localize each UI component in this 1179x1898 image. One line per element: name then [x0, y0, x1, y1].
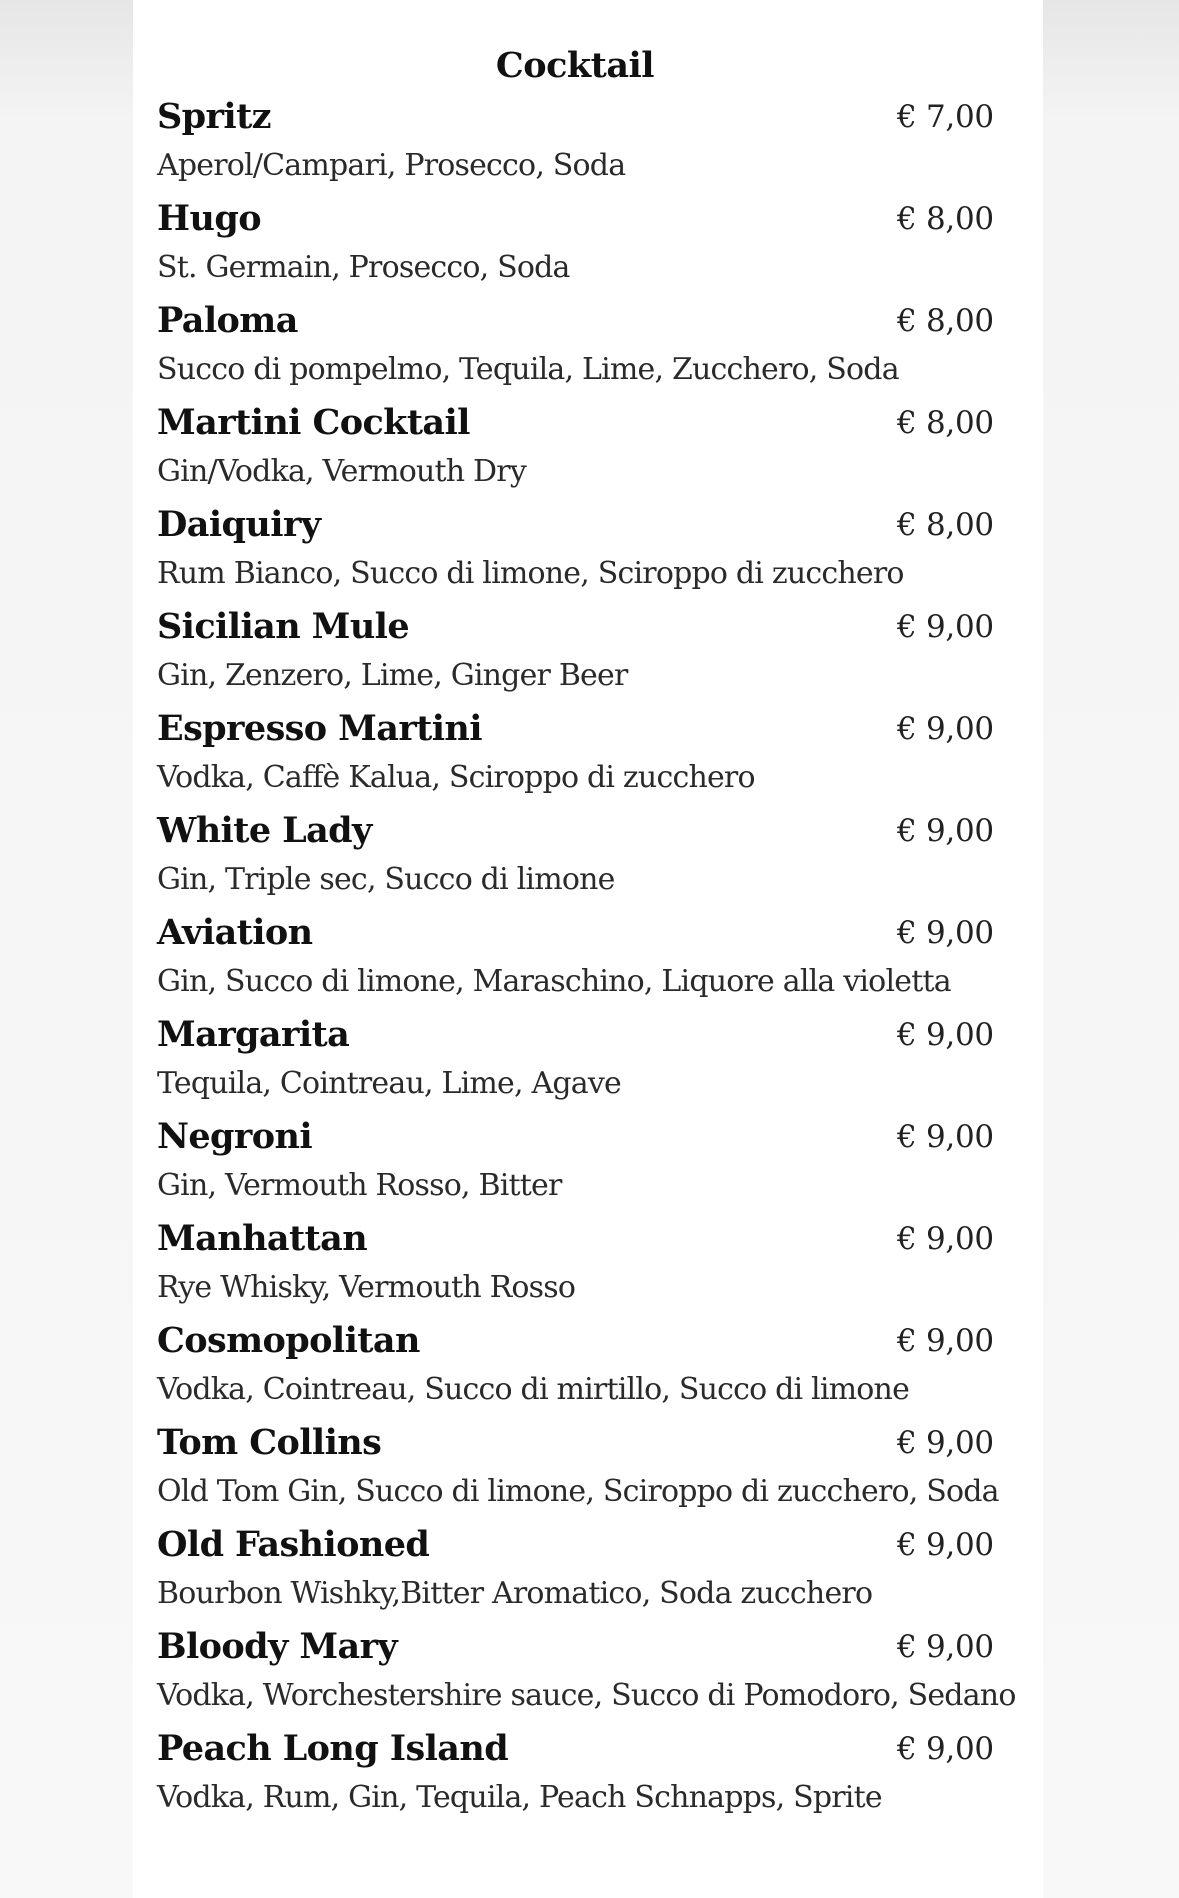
cocktail-name: Negroni — [157, 1116, 313, 1157]
cocktail-name: Martini Cocktail — [157, 402, 470, 443]
cocktail-price: € 9,00 — [897, 1017, 994, 1053]
cocktail-ingredients: Rum Bianco, Succo di limone, Sciroppo di zucchero — [157, 556, 904, 591]
menu-item — [157, 191, 1025, 293]
cocktail-ingredients: Vodka, Worchestershire sauce, Succo di Pomodoro, Sedano — [157, 1678, 1016, 1713]
menu-item — [157, 905, 1025, 1007]
cocktail-ingredients: Gin/Vodka, Vermouth Dry — [157, 454, 526, 489]
cocktail-name: Sicilian Mule — [157, 606, 410, 647]
cocktail-price: € 9,00 — [897, 915, 994, 951]
cocktail-price: € 9,00 — [897, 1221, 994, 1257]
cocktail-ingredients: Gin, Triple sec, Succo di limone — [157, 862, 615, 897]
cocktail-price: € 9,00 — [897, 1629, 994, 1665]
cocktail-ingredients: St. Germain, Prosecco, Soda — [157, 250, 570, 285]
menu-item — [157, 1415, 1025, 1517]
menu-item — [157, 1211, 1025, 1313]
cocktail-ingredients: Succo di pompelmo, Tequila, Lime, Zucchero, Soda — [157, 352, 899, 387]
cocktail-price: € 9,00 — [897, 1119, 994, 1155]
menu-item — [157, 497, 1025, 599]
cocktail-ingredients: Tequila, Cointreau, Lime, Agave — [157, 1066, 621, 1101]
menu-item — [157, 701, 1025, 803]
cocktail-price: € 9,00 — [897, 813, 994, 849]
cocktail-price: € 7,00 — [897, 99, 994, 135]
cocktail-ingredients: Bourbon Wishky,Bitter Aromatico, Soda zucchero — [157, 1576, 873, 1611]
cocktail-name: Bloody Mary — [157, 1626, 398, 1667]
menu-item — [157, 1721, 1025, 1823]
cocktail-list — [157, 89, 1025, 1823]
cocktail-ingredients: Aperol/Campari, Prosecco, Soda — [157, 148, 626, 183]
menu-item — [157, 599, 1025, 701]
cocktail-name: White Lady — [157, 810, 372, 851]
cocktail-price: € 9,00 — [897, 1731, 994, 1767]
cocktail-name: Paloma — [157, 300, 298, 341]
menu-item — [157, 293, 1025, 395]
menu-title: Cocktail — [495, 45, 655, 86]
menu-item — [157, 803, 1025, 905]
cocktail-name: Cosmopolitan — [157, 1320, 420, 1361]
cocktail-name: Peach Long Island — [157, 1728, 509, 1769]
cocktail-ingredients: Old Tom Gin, Succo di limone, Sciroppo di zucchero, Soda — [157, 1474, 999, 1509]
cocktail-ingredients: Vodka, Caffè Kalua, Sciroppo di zucchero — [157, 760, 755, 795]
menu-item — [157, 1007, 1025, 1109]
menu-item — [157, 1517, 1025, 1619]
cocktail-price: € 8,00 — [897, 405, 994, 441]
menu-item — [157, 1619, 1025, 1721]
cocktail-price: € 9,00 — [897, 609, 994, 645]
cocktail-price: € 8,00 — [897, 201, 994, 237]
menu-page — [133, 0, 1043, 1898]
menu-item — [157, 1313, 1025, 1415]
cocktail-name: Daiquiry — [157, 504, 321, 545]
cocktail-name: Tom Collins — [157, 1422, 382, 1463]
cocktail-ingredients: Rye Whisky, Vermouth Rosso — [157, 1270, 576, 1305]
cocktail-ingredients: Gin, Zenzero, Lime, Ginger Beer — [157, 658, 628, 693]
cocktail-ingredients: Vodka, Cointreau, Succo di mirtillo, Succo di limone — [157, 1372, 910, 1407]
cocktail-price: € 9,00 — [897, 1425, 994, 1461]
cocktail-price: € 9,00 — [897, 1527, 994, 1563]
cocktail-name: Old Fashioned — [157, 1524, 430, 1565]
cocktail-name: Hugo — [157, 198, 261, 239]
cocktail-ingredients: Gin, Vermouth Rosso, Bitter — [157, 1168, 562, 1203]
cocktail-price: € 9,00 — [897, 711, 994, 747]
cocktail-name: Spritz — [157, 96, 271, 137]
menu-item — [157, 89, 1025, 191]
cocktail-name: Espresso Martini — [157, 708, 482, 749]
cocktail-name: Aviation — [157, 912, 313, 953]
cocktail-name: Manhattan — [157, 1218, 368, 1259]
cocktail-price: € 8,00 — [897, 507, 994, 543]
cocktail-name: Margarita — [157, 1014, 350, 1055]
cocktail-price: € 8,00 — [897, 303, 994, 339]
cocktail-ingredients: Vodka, Rum, Gin, Tequila, Peach Schnapps, Sprite — [157, 1780, 882, 1815]
menu-item — [157, 1109, 1025, 1211]
cocktail-ingredients: Gin, Succo di limone, Maraschino, Liquore alla violetta — [157, 964, 951, 999]
menu-item — [157, 395, 1025, 497]
cocktail-price: € 9,00 — [897, 1323, 994, 1359]
